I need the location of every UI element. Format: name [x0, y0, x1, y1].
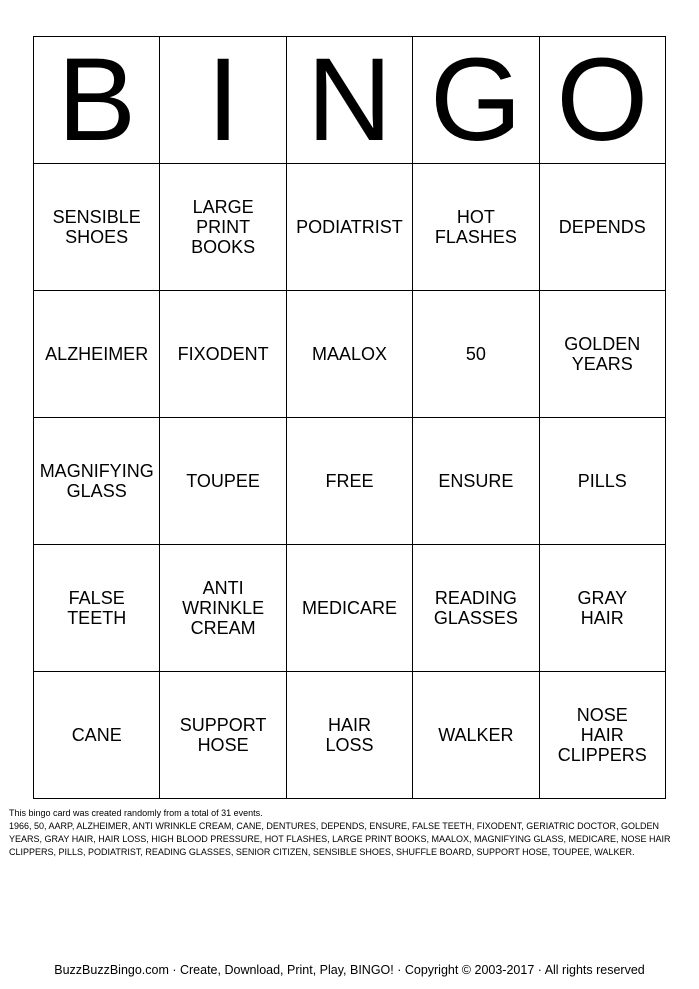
- bingo-header-letter: I: [160, 37, 286, 164]
- bingo-row: [34, 672, 666, 799]
- bingo-cell: [160, 545, 286, 672]
- bingo-cell-label: NOSE HAIR CLIPPERS: [557, 705, 647, 765]
- bingo-cell: [34, 164, 160, 291]
- bingo-cell: [34, 672, 160, 799]
- bingo-header-row: [34, 37, 666, 164]
- bingo-cell: [286, 164, 412, 291]
- bingo-cell-label: HOT FLASHES: [434, 207, 517, 247]
- bingo-cell: [539, 545, 665, 672]
- bingo-cell-label: MAALOX: [311, 344, 387, 364]
- bingo-free-cell: [286, 418, 412, 545]
- bingo-cell-label: PILLS: [577, 471, 627, 491]
- bingo-header-letter: B: [34, 37, 160, 164]
- bingo-header-letter: N: [286, 37, 412, 164]
- bingo-cell: [539, 291, 665, 418]
- bingo-cell: [160, 672, 286, 799]
- bingo-cell: [160, 164, 286, 291]
- bingo-row: [34, 545, 666, 672]
- bingo-cell-label: HAIR LOSS: [325, 715, 374, 755]
- bingo-cell: [160, 418, 286, 545]
- bingo-row: [34, 418, 666, 545]
- bingo-cell-label: GRAY HAIR: [577, 588, 628, 628]
- bingo-header-letter: G: [413, 37, 539, 164]
- event-list-note: [9, 807, 691, 859]
- bingo-cell: [413, 291, 539, 418]
- bingo-row: [34, 164, 666, 291]
- bingo-cell-label: MAGNIFYING GLASS: [39, 461, 154, 501]
- bingo-cell-label: ENSURE: [438, 471, 514, 491]
- bingo-cell: [34, 418, 160, 545]
- bingo-cell: [160, 291, 286, 418]
- bingo-cell-label: PODIATRIST: [296, 217, 403, 237]
- bingo-cell-label: READING GLASSES: [433, 588, 518, 628]
- event-count-note: This bingo card was created randomly from a total of 31 events.: [9, 808, 263, 818]
- event-list: 1966, 50, AARP, ALZHEIMER, ANTI WRINKLE CREAM, CANE, DENTURES, DEPENDS, ENSURE, FALSE TEETH, FIXODENT, GERIATRIC DOCTOR, GOLDEN YEARS, GRAY HAIR, HAIR LOSS, HIGH BLOOD PRESSURE, HOT FLASHES, LARGE PRINT BOOKS, MAALOX, MAGNIFYING GLASS, MEDICARE, NOSE HAIR CLIPPERS, PILLS, PODIATRIST, READING GLASSES, SENIOR CITIZEN, SENSIBLE SHOES, SHUFFLE BOARD, SUPPORT HOSE, TOUPEE, WALKER.: [9, 821, 671, 857]
- bingo-cell: [413, 545, 539, 672]
- bingo-cell: [413, 164, 539, 291]
- bingo-cell: [34, 545, 160, 672]
- bingo-cell-label: ANTI WRINKLE CREAM: [182, 578, 265, 638]
- bingo-cell-label: FALSE TEETH: [67, 588, 127, 628]
- bingo-cell-label: FIXODENT: [177, 344, 269, 364]
- bingo-cell-label: TOUPEE: [186, 471, 260, 491]
- bingo-cell: [539, 672, 665, 799]
- bingo-cell-label: LARGE PRINT BOOKS: [191, 197, 256, 257]
- bingo-row: [34, 291, 666, 418]
- bingo-cell-label: ALZHEIMER: [45, 344, 149, 364]
- bingo-cell-label: SENSIBLE SHOES: [52, 207, 141, 247]
- bingo-cell: [286, 545, 412, 672]
- bingo-header-letter: O: [539, 37, 665, 164]
- bingo-cell-label: FREE: [325, 471, 374, 491]
- bingo-cell-label: 50: [465, 344, 486, 364]
- bingo-cell: [286, 291, 412, 418]
- bingo-cell: [539, 164, 665, 291]
- bingo-cell-label: GOLDEN YEARS: [564, 334, 641, 374]
- bingo-cell: [413, 672, 539, 799]
- bingo-cell-label: MEDICARE: [301, 598, 397, 618]
- bingo-cell: [34, 291, 160, 418]
- bingo-card: [33, 36, 666, 799]
- bingo-cell-label: CANE: [71, 725, 122, 745]
- bingo-cell: [413, 418, 539, 545]
- bingo-cell-label: WALKER: [438, 725, 514, 745]
- bingo-cell-label: DEPENDS: [558, 217, 646, 237]
- bingo-cell-label: SUPPORT HOSE: [179, 715, 267, 755]
- copyright-line: BuzzBuzzBingo.com · Create, Download, Print, Play, BINGO! · Copyright © 2003-2017 · All rights reserved: [54, 963, 645, 977]
- bingo-cell: [539, 418, 665, 545]
- bingo-cell: [286, 672, 412, 799]
